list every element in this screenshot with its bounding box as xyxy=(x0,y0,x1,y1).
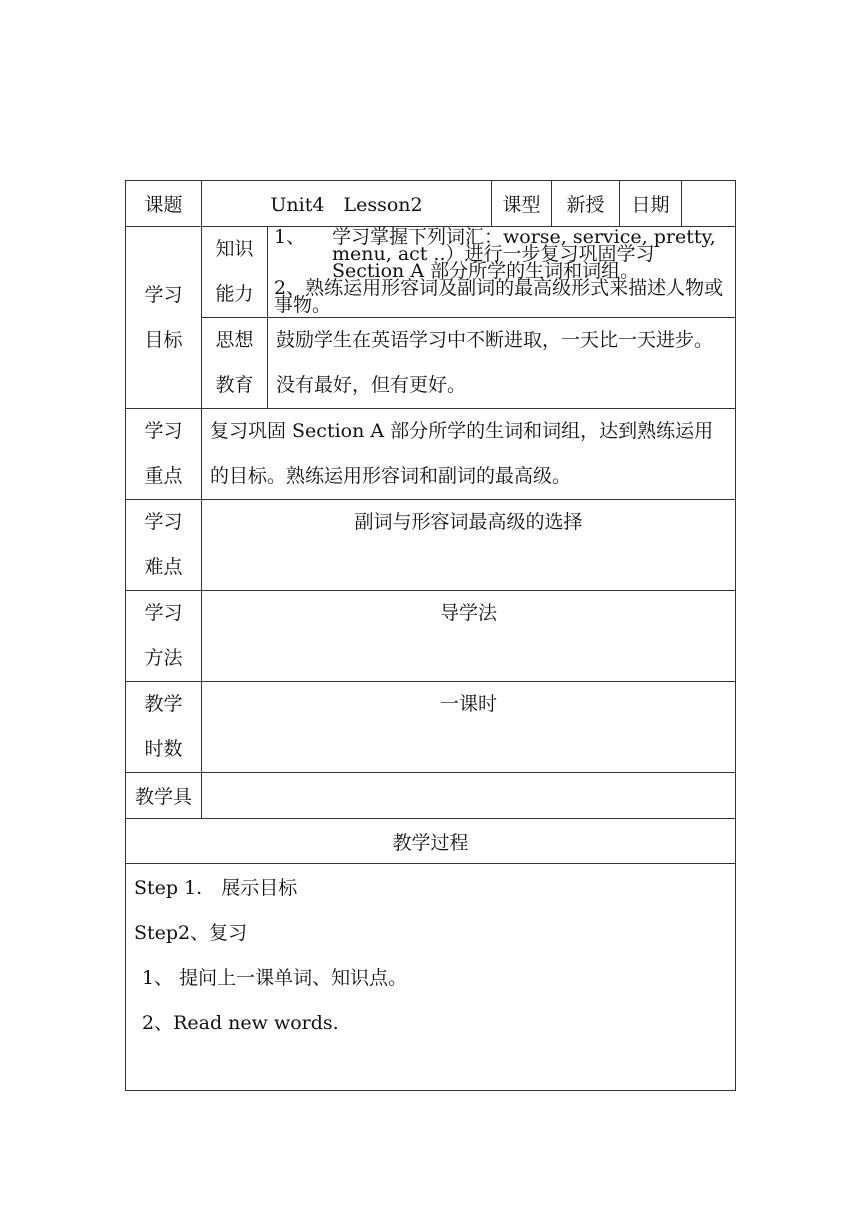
header-row xyxy=(126,181,736,227)
type-value: 新授 xyxy=(552,181,620,227)
knowledge-item-1-number: 1、 xyxy=(274,226,306,248)
method-row xyxy=(126,591,736,682)
knowledge-item-2-text: 2、熟练运用形容词及副词的最高级形式来描述人物或事物。 xyxy=(274,277,724,316)
tools-value xyxy=(202,773,736,819)
method-label-line2: 方法 xyxy=(144,647,183,669)
difficulty-label-line2: 难点 xyxy=(144,556,183,578)
process-item-1: 1、 提问上一课单词、知识点。 xyxy=(142,967,408,989)
hours-label-line2: 时数 xyxy=(144,738,183,760)
moral-label xyxy=(202,318,268,409)
topic-value: Unit4 Lesson2 xyxy=(202,181,492,227)
method-label xyxy=(126,591,202,682)
moral-line-1: 鼓励学生在英语学习中不断进取，一天比一天进步。 xyxy=(276,329,714,351)
date-value xyxy=(682,181,736,227)
knowledge-label xyxy=(202,227,268,318)
topic-label: 课题 xyxy=(126,181,202,227)
difficulty-label xyxy=(126,500,202,591)
knowledge-label-line1: 知识 xyxy=(215,238,254,260)
lesson-plan-table xyxy=(125,180,736,1091)
hours-label-line1: 教学 xyxy=(144,693,183,715)
type-label: 课型 xyxy=(492,181,552,227)
focus-row xyxy=(126,409,736,500)
difficulty-value: 副词与形容词最高级的选择 xyxy=(202,500,736,591)
knowledge-item-1 xyxy=(274,226,731,282)
focus-label-line1: 学习 xyxy=(144,420,183,442)
process-step-1: Step 1. 展示目标 xyxy=(134,877,298,899)
objectives-label-line1: 学习 xyxy=(144,283,183,306)
focus-line-2: 的目标。熟练运用形容词和副词的最高级。 xyxy=(210,465,572,487)
date-label: 日期 xyxy=(620,181,682,227)
hours-label xyxy=(126,682,202,773)
process-title: 教学过程 xyxy=(126,819,736,864)
process-item-2: 2、Read new words. xyxy=(142,1012,339,1034)
focus-label-line2: 重点 xyxy=(144,465,183,487)
tools-label: 教学具 xyxy=(126,773,202,819)
process-content xyxy=(126,864,736,1091)
difficulty-label-line1: 学习 xyxy=(144,511,183,533)
process-body-row xyxy=(126,864,736,1091)
knowledge-content xyxy=(268,227,736,318)
moral-label-line1: 思想 xyxy=(215,329,254,351)
method-value: 导学法 xyxy=(202,591,736,682)
tools-row xyxy=(126,773,736,819)
moral-line-2: 没有最好，但有更好。 xyxy=(276,374,467,396)
objectives-moral-row xyxy=(126,318,736,409)
moral-content xyxy=(268,318,736,409)
method-label-line1: 学习 xyxy=(144,602,183,624)
hours-row xyxy=(126,682,736,773)
focus-label xyxy=(126,409,202,500)
process-step-2: Step2、复习 xyxy=(134,922,248,944)
focus-content xyxy=(202,409,736,500)
difficulty-row xyxy=(126,500,736,591)
focus-line-1: 复习巩固 Section A 部分所学的生词和词组，达到熟练运用 xyxy=(210,420,714,442)
hours-value: 一课时 xyxy=(202,682,736,773)
objectives-label xyxy=(126,227,202,409)
knowledge-label-line2: 能力 xyxy=(215,283,254,305)
moral-label-line2: 教育 xyxy=(215,374,254,396)
objectives-label-line2: 目标 xyxy=(144,328,183,351)
process-title-row xyxy=(126,819,736,864)
knowledge-item-1-text: 学习掌握下列词汇：worse, service, pretty, menu, act ..）进行一步复习巩固学习 Section A 部分所学的生词和词组。 xyxy=(332,226,716,282)
objectives-knowledge-row xyxy=(126,227,736,318)
